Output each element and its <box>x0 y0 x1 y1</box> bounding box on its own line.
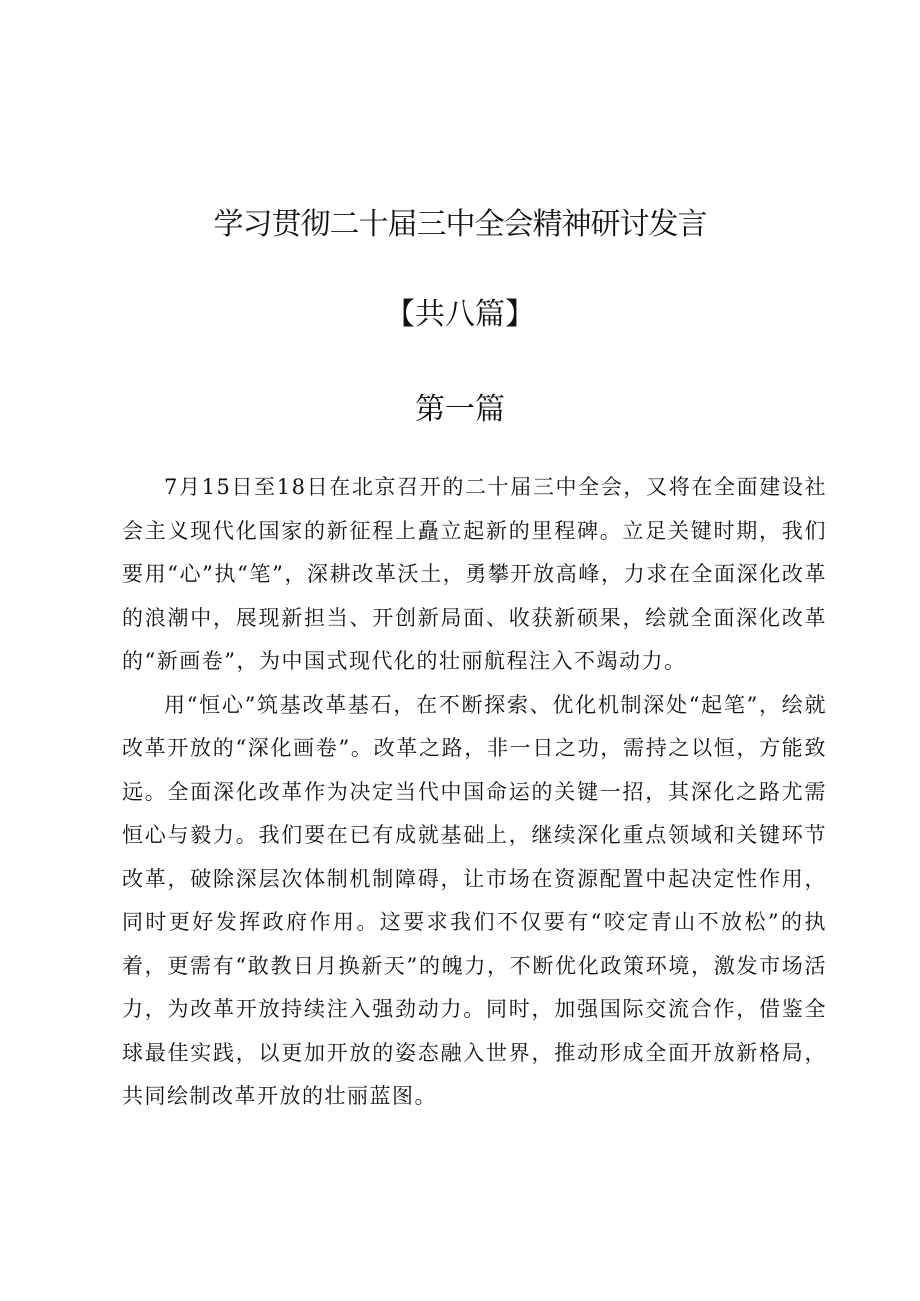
document-title: 学习贯彻二十届三中全会精神研讨发言 <box>213 207 707 242</box>
paragraph-1: 7月15日至18日在北京召开的二十届三中全会，又将在全面建设社会主义现代化国家的新征程上矗立起新的里程碑。立足关键时期，我们要用“心”执“笔”，深耕改革沃土，勇攀开放高峰，力求在全面深化改革的浪潮中，展现新担当、开创新局面、收获新硕果，绘就全面深化改革的“新画卷”，为中国式现代化的壮丽航程注入不竭动力。 <box>122 475 827 673</box>
section-title: 第一篇 <box>415 392 505 427</box>
document-subtitle: 【共八篇】 <box>385 297 535 332</box>
paragraph-2: 用“恒心”筑基改革基石，在不断探索、优化机制深处“起笔”，绘就改革开放的“深化画卷”。改革之路，非一日之功，需持之以恒，方能致远。全面深化改革作为决定当代中国命运的关键一招，其深化之路尤需恒心与毅力。我们要在已有成就基础上，继续深化重点领域和关键环节改革，破除深层次体制机制障碍，让市场在资源配置中起决定性作用，同时更好发挥政府作用。这要求我们不仅要有“咬定青山不放松”的执着，更需有“敢教日月换新天”的魄力，不断优化政策环境，激发市场活力，为改革开放持续注入强劲动力。同时，加强国际交流合作，借鉴全球最佳实践，以更加开放的姿态融入世界，推动形成全面开放新格局，共同绘制改革开放的壮丽蓝图。 <box>122 692 827 1108</box>
body-text <box>122 466 827 1119</box>
